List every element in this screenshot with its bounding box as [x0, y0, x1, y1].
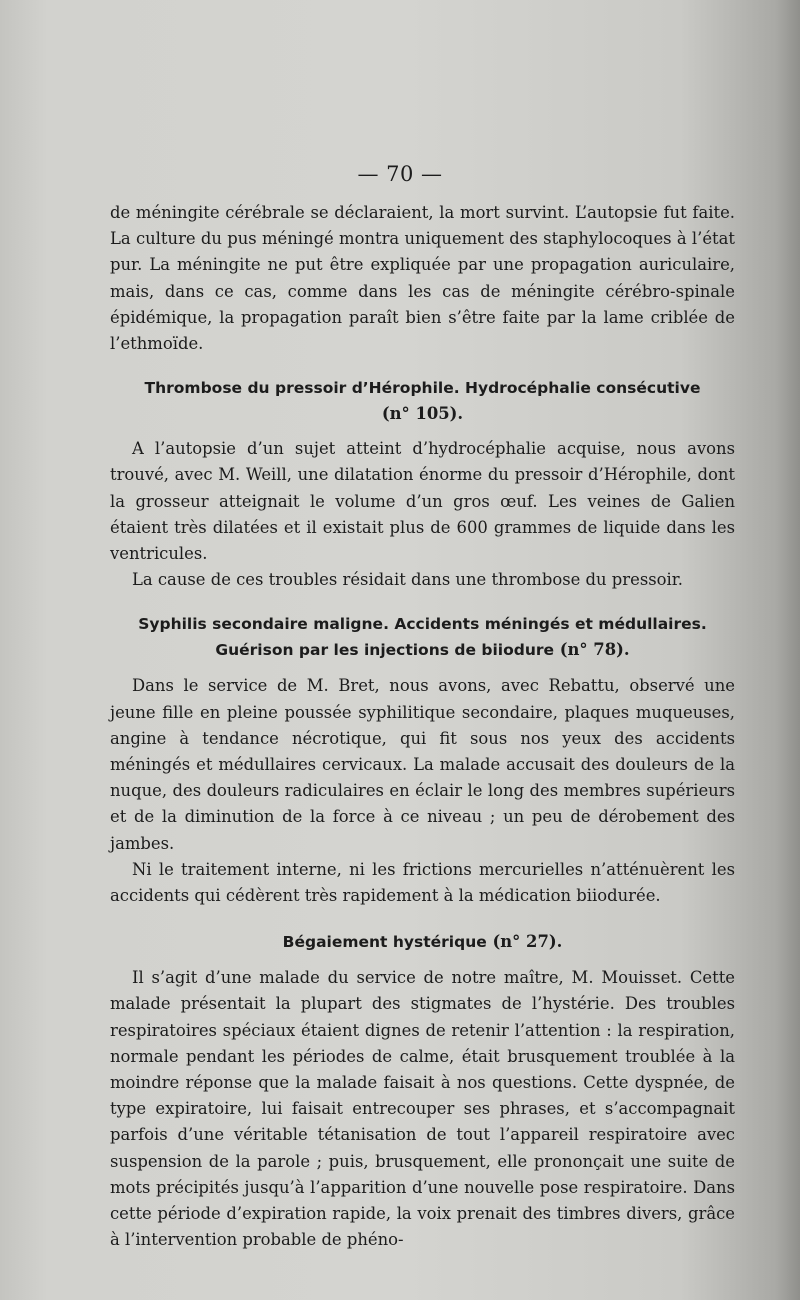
- spacer: [110, 663, 735, 673]
- paragraph: La cause de ces troubles résidait dans une thrombose du pressoir.: [132, 570, 683, 590]
- spacer: [110, 593, 735, 611]
- section-reference: (n° 78).: [559, 640, 630, 660]
- section-reference: (n° 105).: [381, 404, 464, 424]
- spacer: [110, 955, 735, 965]
- section-heading-thrombose: [110, 375, 735, 426]
- paragraph: Dans le service de M. Bret, nous avons, avec Rebattu, observé une jeune fille en pleine poussée syphilitique secondaire, plaques muqueuses, angine à tendance nécrotique, qui fit sous nos yeux des accidents méningés et médullaires cervicaux. La malade accusait des douleurs de la nuque, des douleurs radiculaires en éclair le long des membres supérieurs et de la diminution de la force à ce niveau ; un peu de dérobement des jambes.: [110, 676, 735, 853]
- section-title: Bégaiement hystérique: [282, 933, 487, 952]
- paragraph: A l’autopsie d’un sujet atteint d’hydrocéphalie acquise, nous avons trouvé, avec M. Weill, une dilatation énorme du pressoir d’Hérophile, dont la grosseur atteignait le volume d’un gros œuf. Les veines de Galien étaient très dilatées et il existait plus de 600 grammes de liquide dans les ventricules.: [110, 439, 735, 564]
- section-reference: (n° 27).: [492, 932, 563, 952]
- spacer: [110, 426, 735, 436]
- spacer: [110, 357, 735, 375]
- spacer: [110, 909, 735, 929]
- section-heading-syphilis: [110, 611, 735, 663]
- section-title-line-2: Guérison par les injections de biiodure: [215, 641, 555, 660]
- paragraph: Ni le traitement interne, ni les frictions mercurielles n’atténuèrent les accidents qui cédèrent très rapidement à la médication biiodurée.: [110, 859, 735, 906]
- page-number: — 70 —: [357, 162, 443, 186]
- paragraph: Il s’agit d’une malade du service de notre maître, M. Mouisset. Cette malade présentait la plupart des stigmates de l’hystérie. Des troubles respiratoires spéciaux étaient dignes de retenir l’attention : la respiration, normale pendant les périodes de calme, était brusquement troublée à la moindre réponse que la malade faisait à nos questions. Cette dyspnée, de type expiratoire, lui faisait entrecouper ses phrases, et s’accompagnait parfois d’une véritable tétanisation de tout l’appareil respiratoire avec suspension de la parole ; puis, brusquement, elle prononçait une suite de mots précipités jusqu’à l’apparition d’une nouvelle pose respiratoire. Dans cette période d’expiration rapide, la voix prenait des timbres divers, grâce à l’intervention probable de phéno-: [110, 968, 735, 1250]
- paragraph-continuation: de méningite cérébrale se déclaraient, la mort survint. L’autopsie fut faite. La culture du pus méningé montra uniquement des staphylocoques à l’état pur. La méningite ne put être expliquée par une propagation auriculaire, mais, dans ce cas, comme dans les cas de méningite cérébro-spinale épidémique, la propagation paraît bien s’être faite par la lame criblée de l’ethmoïde.: [110, 203, 735, 354]
- section-title: Thrombose du pressoir d’Hérophile. Hydrocéphalie consécutive: [144, 379, 701, 398]
- section-heading-begaiement: [110, 929, 735, 955]
- section-title-line-1: Syphilis secondaire maligne. Accidents méningés et médullaires.: [138, 615, 707, 634]
- page-body: [110, 200, 735, 1254]
